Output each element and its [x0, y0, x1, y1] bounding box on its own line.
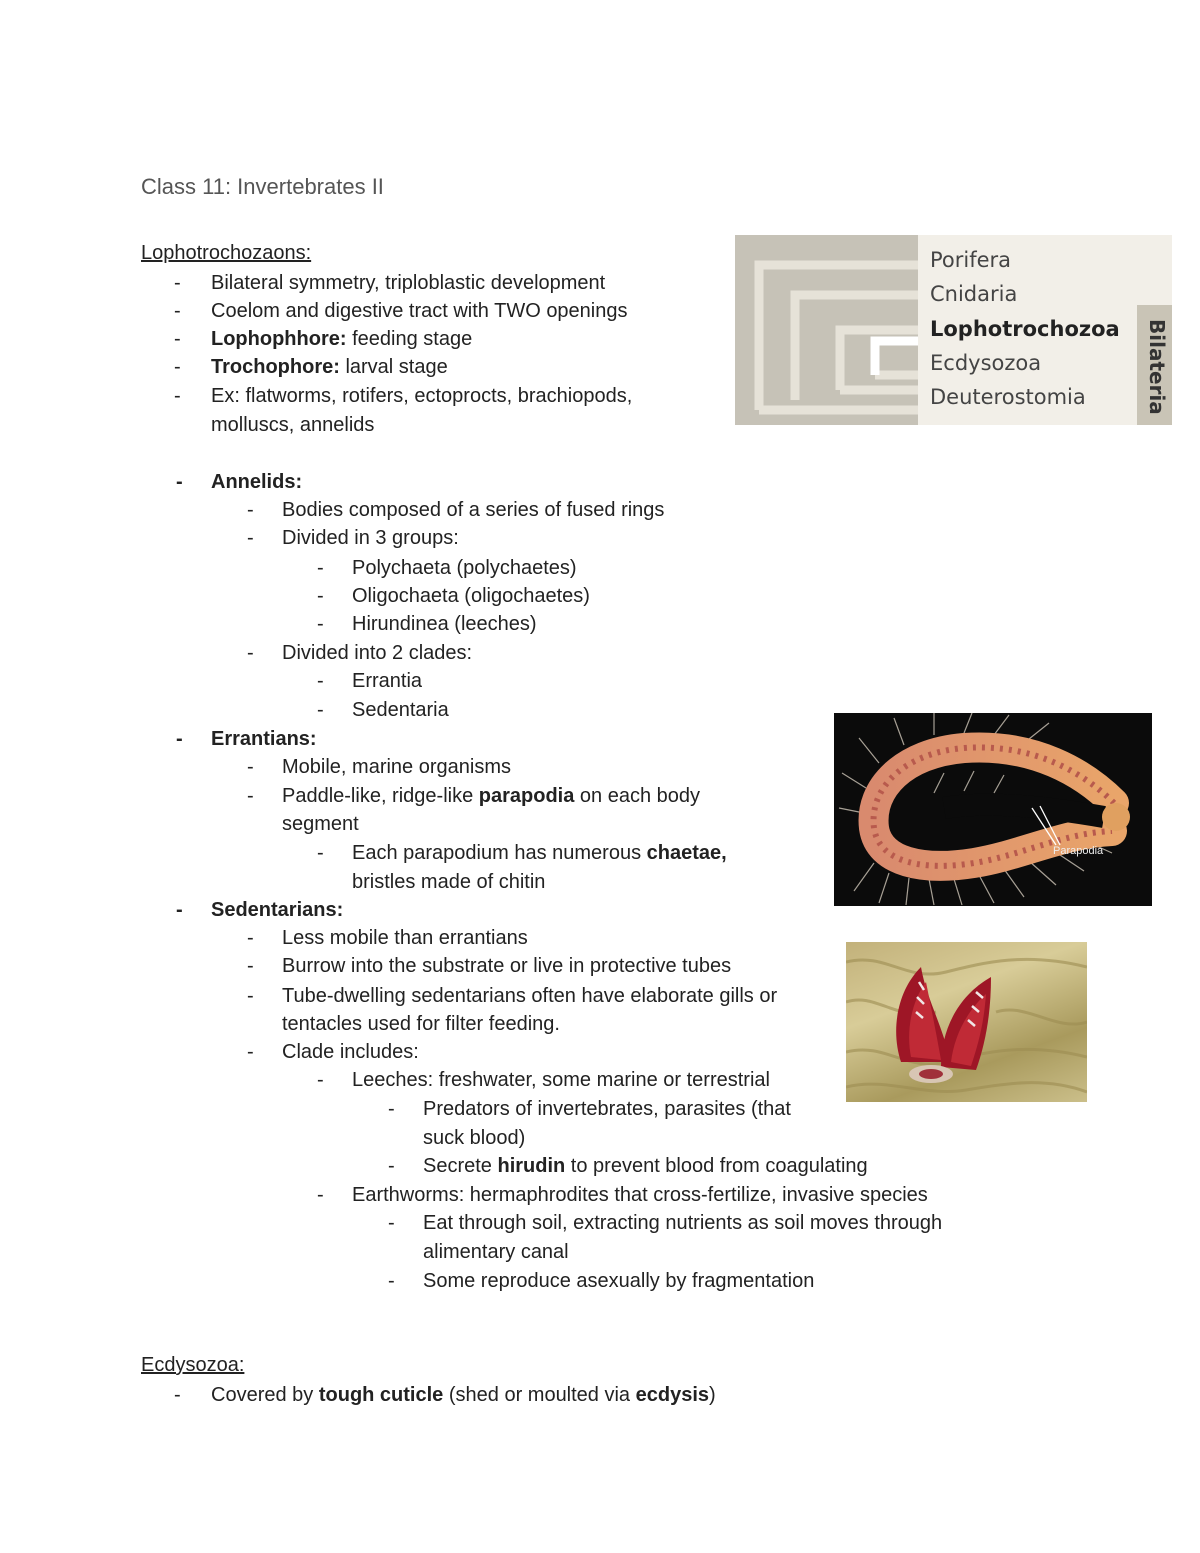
bilateria-label: Bilateria: [1145, 319, 1169, 415]
cladogram-branches: [735, 235, 918, 425]
bullet-dash: -: [174, 356, 181, 378]
bullet-dash: -: [176, 471, 183, 493]
list-item: Mobile, marine organisms: [282, 756, 511, 778]
parapodia-callout-label: Parapodia: [1053, 845, 1104, 857]
list-item: Earthworms: hermaphrodites that cross-fertilize, invasive species: [352, 1184, 928, 1206]
bullet-dash: -: [247, 642, 254, 664]
bullet-dash: -: [247, 785, 254, 807]
list-item: Leeches: freshwater, some marine or terrestrial: [352, 1069, 770, 1091]
list-item: Hirundinea (leeches): [352, 613, 537, 635]
list-item: Lophophhore: feeding stage: [211, 328, 473, 350]
list-item: Eat through soil, extracting nutrients as soil moves through: [423, 1212, 943, 1234]
list-item-continuation: molluscs, annelids: [211, 414, 375, 436]
bullet-dash: -: [247, 927, 254, 949]
section-heading-ecdysozoa: Ecdysozoa:: [141, 1354, 245, 1376]
errantian-worm-photo: [834, 713, 1152, 906]
page-title: Class 11: Invertebrates II: [141, 174, 384, 199]
bullet-dash: -: [247, 955, 254, 977]
clade-label-porifera: Porifera: [930, 248, 1012, 272]
cladogram-tree-panel: [735, 235, 918, 425]
list-item: Bilateral symmetry, triploblastic development: [211, 272, 606, 294]
bullet-dash: -: [247, 527, 254, 549]
subsection-heading-errantians: Errantians:: [211, 728, 317, 750]
list-item: Errantia: [352, 670, 423, 692]
bullet-dash: -: [317, 613, 324, 635]
list-item-continuation: suck blood): [423, 1127, 526, 1149]
subsection-heading-sedentarians: Sedentarians:: [211, 899, 344, 921]
list-item: Covered by tough cuticle (shed or moulted via ecdysis): [211, 1384, 716, 1406]
bristleworm-illustration: [834, 713, 1152, 906]
bullet-dash: -: [247, 499, 254, 521]
list-item: Bodies composed of a series of fused rings: [282, 499, 665, 521]
bullet-dash: -: [388, 1212, 395, 1234]
bullet-dash: -: [174, 272, 181, 294]
list-item-continuation: alimentary canal: [423, 1241, 569, 1263]
clade-label-lophotrochozoa: Lophotrochozoa: [930, 317, 1120, 341]
list-item: Polychaeta (polychaetes): [352, 557, 577, 579]
bullet-dash: -: [174, 328, 181, 350]
list-item: Trochophore: larval stage: [211, 356, 448, 378]
list-item-continuation: tentacles used for filter feeding.: [282, 1013, 560, 1035]
bullet-dash: -: [317, 585, 324, 607]
bullet-dash: -: [176, 899, 183, 921]
sedentarian-tubeworm-photo: [846, 942, 1087, 1102]
list-item: Clade includes:: [282, 1041, 419, 1063]
clade-label-cnidaria: Cnidaria: [930, 282, 1018, 306]
bullet-dash: -: [388, 1270, 395, 1292]
list-item: Sedentaria: [352, 699, 449, 721]
list-item: Paddle-like, ridge-like parapodia on each body: [282, 785, 700, 807]
bullet-dash: -: [247, 985, 254, 1007]
list-item-continuation: bristles made of chitin: [352, 871, 546, 893]
bullet-dash: -: [176, 728, 183, 750]
bullet-dash: -: [317, 1184, 324, 1206]
bullet-dash: -: [388, 1098, 395, 1120]
bullet-dash: -: [317, 557, 324, 579]
list-item: Some reproduce asexually by fragmentation: [423, 1270, 815, 1292]
list-item: Divided in 3 groups:: [282, 527, 459, 549]
list-item: Less mobile than errantians: [282, 927, 528, 949]
bullet-dash: -: [174, 300, 181, 322]
list-item: Ex: flatworms, rotifers, ectoprocts, brachiopods,: [211, 385, 633, 407]
bullet-dash: -: [317, 670, 324, 692]
bullet-dash: -: [247, 1041, 254, 1063]
bullet-dash: -: [317, 699, 324, 721]
subsection-heading-annelids: Annelids:: [211, 471, 303, 493]
bullet-dash: -: [247, 756, 254, 778]
list-item-continuation: segment: [282, 813, 359, 835]
list-item: Secrete hirudin to prevent blood from coagulating: [423, 1155, 868, 1177]
list-item: Each parapodium has numerous chaetae,: [352, 842, 727, 864]
list-item: Predators of invertebrates, parasites (that: [423, 1098, 791, 1120]
list-item: Coelom and digestive tract with TWO openings: [211, 300, 628, 322]
list-item: Tube-dwelling sedentarians often have elaborate gills or: [282, 985, 778, 1007]
bullet-dash: -: [174, 1384, 181, 1406]
cladogram-figure: [735, 235, 1172, 425]
bullet-dash: -: [388, 1155, 395, 1177]
bullet-dash: -: [317, 1069, 324, 1091]
list-item: Divided into 2 clades:: [282, 642, 473, 664]
list-item: Burrow into the substrate or live in protective tubes: [282, 955, 732, 977]
clade-label-deuterostomia: Deuterostomia: [930, 385, 1086, 409]
list-item: Oligochaeta (oligochaetes): [352, 585, 590, 607]
clade-label-ecdysozoa: Ecdysozoa: [930, 351, 1042, 375]
bullet-dash: -: [317, 842, 324, 864]
bullet-dash: -: [174, 385, 181, 407]
tubeworm-illustration: [846, 942, 1087, 1102]
section-heading-lophotrochozoans: Lophotrochozaons:: [141, 242, 312, 264]
